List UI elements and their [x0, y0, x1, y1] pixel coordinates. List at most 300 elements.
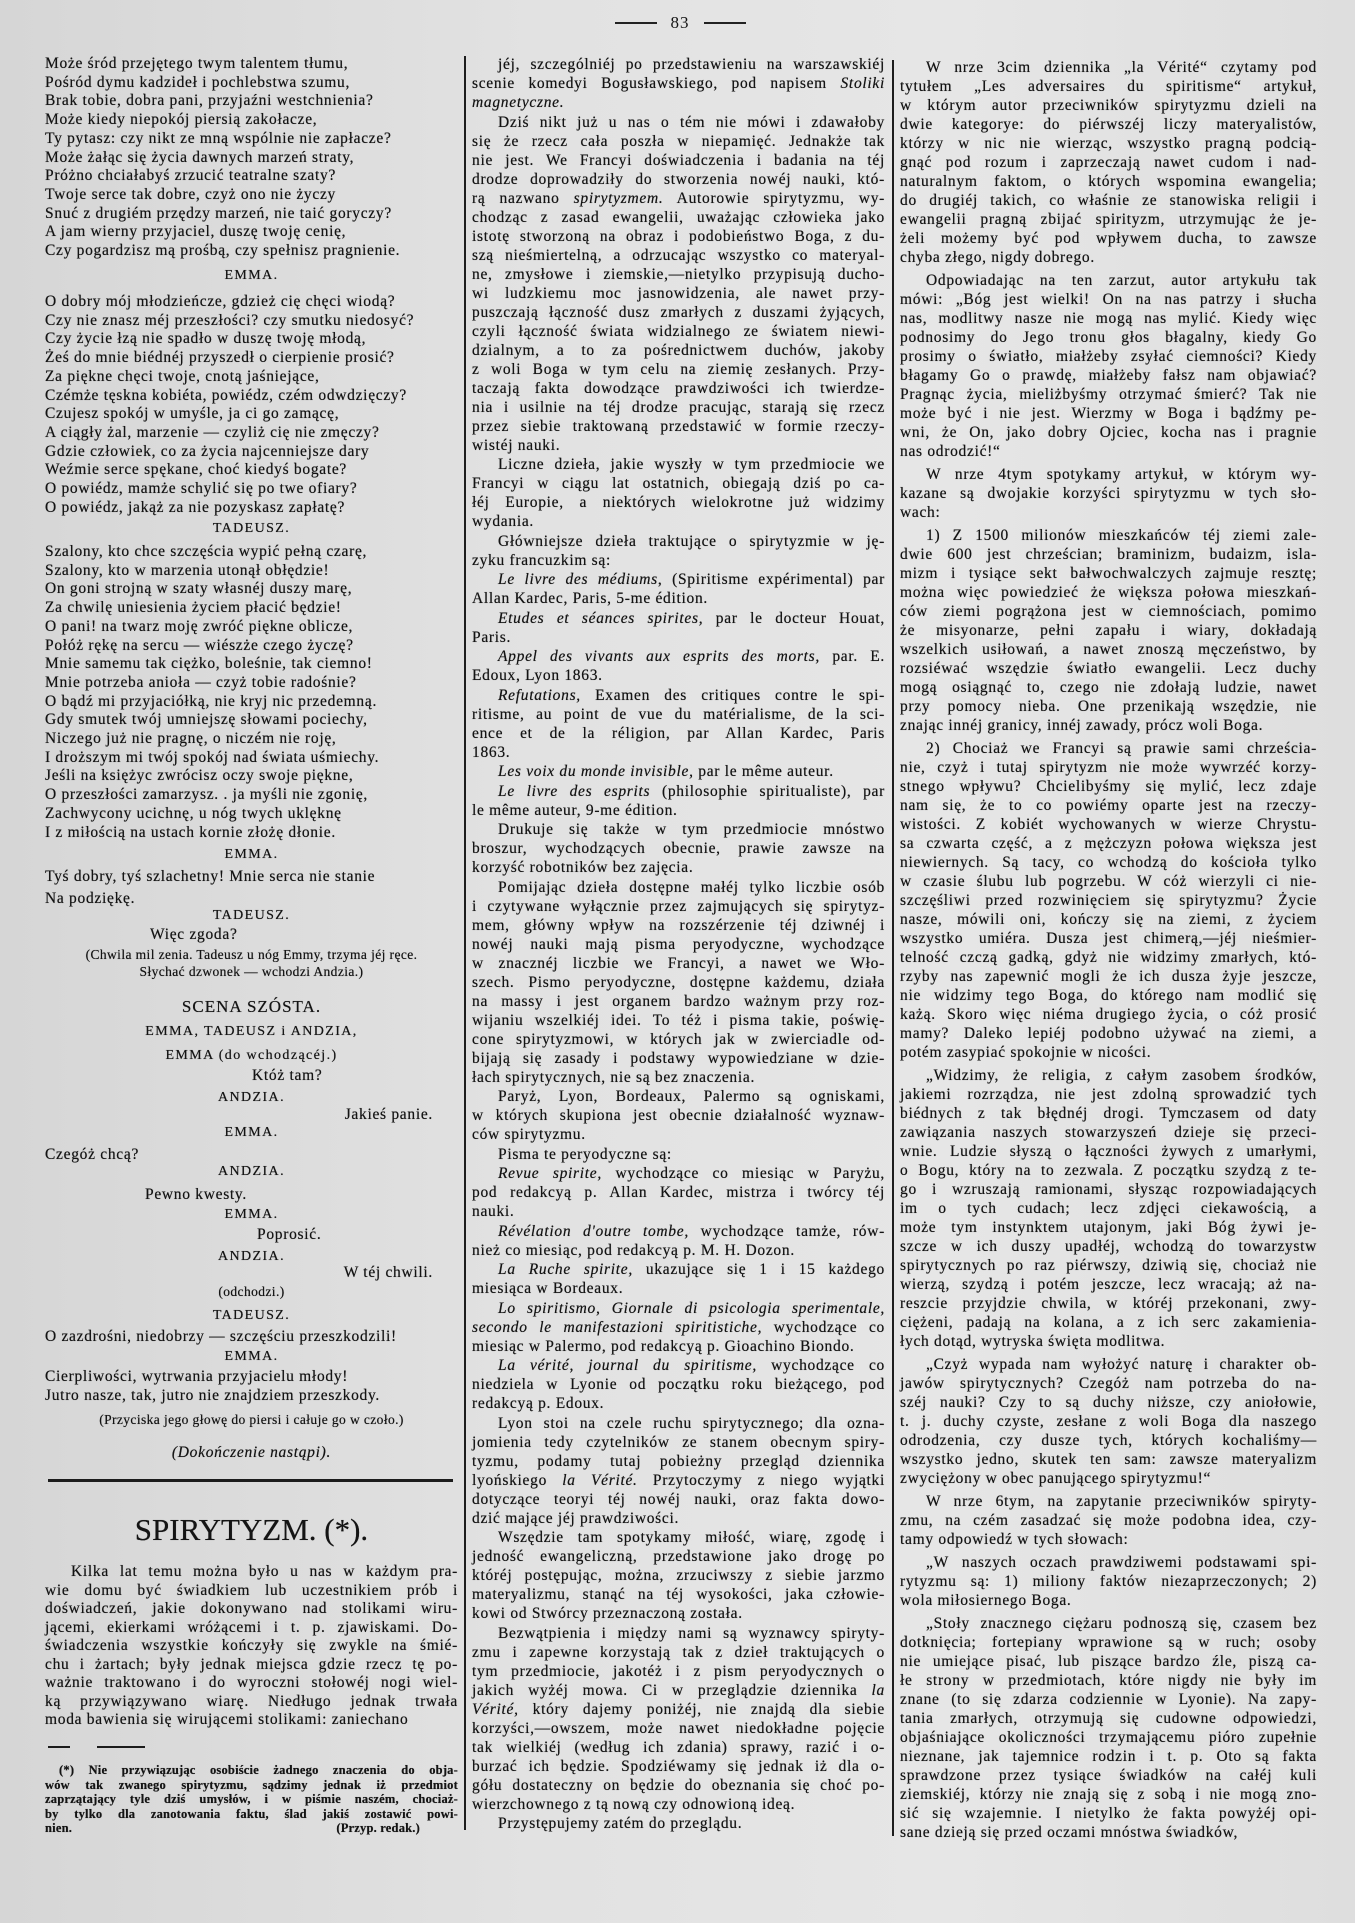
text-run: par. E.: [820, 648, 885, 665]
text-line: mem, główny wpływ na rozszérzenie téj dziwnéj i: [472, 916, 885, 934]
text-line: Snuć z drugiém przędzy marzeń, nie taić goryczy?: [45, 204, 392, 222]
text-line: [472, 570, 885, 589]
text-line: drodze doprowadziły do stworzenia nowéj nauki, któ-: [472, 170, 885, 188]
text-line: Żeś do mnie biédnéj przyszedł o cierpienie prosić?: [45, 349, 395, 367]
text-line: (*) Nie przywiązując osobiście żadnego znaczenia do obja-: [59, 1763, 458, 1777]
text-line: Twoje serce tak dobre, czyż ono nie życzy: [45, 185, 336, 203]
text-line: sić się wzajemnie. I nietylko że fakta powyżéj opi-: [900, 1805, 1317, 1822]
text-line: tytułem „Les adversaires du spiritisme“ artykuł,: [900, 78, 1317, 95]
stage-direction: (odchodzi.): [218, 1284, 285, 1299]
text-line: A jam wierny przyjaciel, duszę twoję cenię,: [45, 223, 347, 241]
text-line: o Bogu, który na to zezwala. Z początku szydzą z te-: [900, 1162, 1317, 1179]
text-line: nowéj nauki mają pisma peryodyczne, wychodzące: [472, 935, 885, 953]
text-line: zmu, na czém zasadzać się może podobna idea, czy-: [900, 1512, 1317, 1529]
text-line: O powiédz, mamże schylić się po twe ofiary?: [45, 480, 358, 498]
text-line: wierzą, szydzą i potém jeszcze, lecz wracają; aż na-: [900, 1276, 1317, 1293]
text-line: do drugiéj takich, co właśnie ze stanowiska religii i: [900, 192, 1317, 209]
text-line: nasze, mówili oni, kończy się na ziemi, z życiem: [900, 911, 1317, 928]
speaker-name: TADEUSZ.: [212, 908, 291, 923]
text-line: tak wielkiéj (według ich zdania) sprawy, razić i o-: [472, 1738, 885, 1756]
text-line: broszur, wychodzących obecnie, prawie zawsze na: [472, 840, 885, 857]
text-line: miesiąc w Palermo, pod redakcyą p. Gioachino Biondo.: [472, 1337, 855, 1355]
italic-title: spirytyzmem.: [573, 189, 664, 207]
text-line: nien.: [45, 1821, 73, 1835]
text-line: dotyczące teoryi téj nowéj nauki, oraz fakta dowo-: [472, 1490, 885, 1508]
text-line: rytyzmu są: 1) miliony faktów niezaprzeczonych; 2): [900, 1573, 1317, 1590]
text-line: Czy nie znasz méj przeszłości? czy smutku niedosyć?: [45, 311, 415, 329]
text-line: się że rzecz cała poszła w niepamięć. Jednakże tak: [472, 132, 885, 150]
text-line: Może żałąc się życia dawnych marzeń straty,: [45, 148, 355, 166]
speaker-name: ANDZIA.: [218, 1249, 285, 1264]
paragraph: [472, 1260, 885, 1298]
text-line: każą. Skoro więc niéma drugiego życia, o cóż prosić: [900, 1006, 1317, 1023]
paragraph: [472, 455, 885, 531]
text-line: telność czczą gadką, gdyż nie widzimy zmarłych, któ-: [900, 949, 1317, 966]
text-run: Przytoczymy z niego wyjątki: [637, 1471, 885, 1489]
text-line: W nrze 4tym spotykamy artykuł, w którym wy-: [926, 466, 1317, 483]
text-line: łe strony w przedmiotach, które nigdy nie były im: [900, 1672, 1317, 1689]
stage-direction: (Przyciska jego głowę do piersi i całuje go w czoło.): [99, 1412, 404, 1427]
italic-title: secondo le manifestazioni spiritistiche,: [472, 1318, 763, 1336]
text-line: nia i usilnie na téj drodze pracując, starają się rzecz: [472, 398, 885, 416]
text-line: Zachwycony ucichnę, u nóg twych uklęknę: [45, 804, 342, 822]
italic-title: Etudes et séances spirites,: [498, 609, 704, 627]
text-line: [472, 1164, 885, 1183]
text-line: nieznane, jak tajemnice rodzin i t. p. Oto są fakta: [900, 1748, 1317, 1765]
page-number: 83: [670, 13, 690, 32]
text-line: sprawdzone przez tysiące świadków na całéj kuli: [900, 1767, 1317, 1784]
text-line: go i wzruszają ramionami, słysząc rozpowiadających: [900, 1181, 1317, 1198]
text-line: Pomijając dzieła dostępne małéj tylko liczbie osób: [498, 878, 885, 896]
text-line: pod redakcyą p. Allan Kardec, mistrza i twórcy téj: [472, 1184, 885, 1201]
text-line: wni, że On, jako dobry Ojciec, kocha nas i pragnie: [900, 424, 1317, 441]
text-line: jomienia tedy czytelników ze stanem obecnym spiry-: [472, 1433, 885, 1451]
italic-title: Les voix du monde invisible,: [498, 763, 694, 780]
paragraph: [472, 570, 885, 608]
text-line: Za piękne chęci twoje, cnotą jaśniejące,: [45, 367, 320, 385]
text-line: [472, 1222, 885, 1241]
verse-line: W téj chwili.: [343, 1264, 433, 1281]
text-line: ciężeni, padają na kolana, a z ich serc zakamienia-: [900, 1314, 1317, 1331]
text-run: wychodzące co: [762, 1318, 885, 1336]
column-2: [472, 55, 885, 1833]
text-line: [472, 762, 885, 781]
text-run: rą nazwano: [472, 189, 574, 207]
text-line: Czémże tęskna kobiéta, powiédz, czém odwdzięczy?: [45, 386, 407, 404]
paragraph: [900, 739, 1317, 1062]
text-line: Za chwilę uniesienia życiem płacić będzie!: [45, 599, 342, 617]
section-rule: [48, 1479, 453, 1482]
text-line: Tyś dobry, tyś szlachetny! Mnie serca nie stanie: [45, 868, 376, 885]
italic-title: Refutations,: [498, 686, 581, 704]
text-run: par le même auteur.: [693, 763, 834, 780]
text-line: O powiédz, jakąż za nie pozyskasz zapłatę?: [45, 498, 346, 516]
text-line: sa czwarta część, a z mężczyzn połowa większa jest: [900, 835, 1317, 852]
text-line: podnosimy do Jego tronu głos błagalny, kiedy Go: [900, 329, 1317, 346]
scene-title: SCENA SZÓSTA.: [181, 997, 322, 1016]
text-line: 1) Z 1500 milionów mieszkańców téj ziemi zale-: [926, 527, 1317, 544]
text-line: na massy i jest organem bardzo ważnym przy roz-: [472, 992, 885, 1010]
text-line: Szalony, kto w marzenia utonął obłędzie!: [45, 561, 330, 579]
text-line: prosimy o światło, miałżeby zsyłać ciemności? Kiedy: [900, 348, 1317, 365]
text-line: i czytywane wyłącznie przez zajmujących się spirytyz-: [472, 897, 885, 915]
speaker-name: ANDZIA.: [218, 1164, 285, 1179]
text-line: O przeszłości zamarzysz. . ja myśli nie zgonię,: [45, 786, 368, 804]
text-line: niedziela w Lyonie od początku roku bieżącego, pod: [472, 1376, 885, 1393]
text-line: odrodzenia, czy dusze tych, których kochaliśmy—: [900, 1432, 1317, 1449]
verse-line: O zazdrośni, niedobrzy — szczęściu przeszkodzili!: [45, 1328, 397, 1345]
column-1: [45, 0, 458, 1923]
paragraph: [900, 1492, 1317, 1549]
text-line: nam się, że to co powiémy oparte jest na rzeczy-: [900, 797, 1317, 814]
text-line: Dziś nikt już u nas o tém nie mówi i zdawałoby: [498, 113, 885, 131]
text-line: [472, 189, 885, 208]
paragraph: [472, 1528, 885, 1623]
text-line: potém zasypiać spokojnie w nicości.: [900, 1044, 1152, 1061]
verse-line: Czegóż chcą?: [45, 1146, 140, 1163]
text-line: „Widzimy, że religia, z całym zasobem środków,: [926, 1067, 1317, 1084]
verse-line: Pewno kwesty.: [145, 1186, 247, 1203]
text-line: széj nauki? Czy to są duchy niższe, czy aniołowie,: [900, 1394, 1317, 1411]
text-line: sane dzieją się przed oczami mnóstwa świadków,: [900, 1824, 1239, 1841]
text-line: Słychać dzwonek — wchodzi Andzia.): [139, 964, 364, 979]
text-line: mówi: „Bóg jest wielki! On na nas patrzy i słucha: [900, 291, 1317, 308]
text-line: moda bawienia się wirującemi stolikami: zaniechano: [45, 1711, 409, 1728]
paragraph: [900, 1553, 1317, 1610]
text-line: kowi od Stwórcy przeznaczoną została.: [472, 1605, 743, 1622]
paragraph: [472, 1299, 885, 1356]
verse-block: [45, 1368, 458, 1405]
text-line: Paryż, Lyon, Bordeaux, Palermo są ogniskami,: [498, 1088, 885, 1105]
text-line: ców spirytyzmu.: [472, 1126, 586, 1143]
text-line: wie domu być świadkiem lub uczestnikiem prób i: [45, 1581, 458, 1599]
paragraph: [472, 1414, 885, 1528]
article-title: SPIRYTYZM. (*).: [134, 1512, 369, 1547]
text-line: W nrze 3cim dziennika „la Vérité“ czytamy pod: [926, 59, 1317, 76]
text-line: zmu i zapewne korzystają tak z dzieł traktujących o: [472, 1643, 885, 1661]
text-line: ców ziemi pogrążona jest w ciemnościach, pomimo: [900, 603, 1317, 620]
text-line: tyzmu, podamy tutaj pobieżny przegląd dziennika: [472, 1452, 885, 1470]
paragraph: [900, 526, 1317, 735]
italic-title: magnetyczne.: [472, 94, 565, 111]
text-run: , (Spiritisme expérimental) par: [657, 571, 885, 588]
text-line: Odpowiadając na ten zarzut, autor artykułu tak: [926, 272, 1317, 289]
text-line: błagamy Go o prawdę, miałżeby fałsz nam objawiać?: [900, 367, 1317, 384]
text-line: Allan Kardec, Paris, 5-me édition.: [472, 590, 709, 607]
header-rule-right: [704, 22, 746, 24]
paragraph: [472, 782, 885, 820]
text-line: wnie. Ludzie słyszą o łączności żywych z umarłymi,: [900, 1143, 1317, 1160]
text-line: czyli łączność świata widzialnego ze światem niewi-: [472, 322, 885, 340]
text-line: zwyciężony w obec panującego spirytyzmu!“: [900, 1470, 1212, 1487]
footnote-rule: [48, 1746, 70, 1748]
text-line: Gdy smutek twój umniejszę słowami pociechy,: [45, 711, 368, 729]
text-line: redakcyą p. Edoux.: [472, 1395, 605, 1412]
speaker-name: EMMA (do wchodzącéj.): [165, 1048, 338, 1063]
text-run: ukazujące się 1 i 15 każdego: [632, 1261, 885, 1278]
text-line: 1863.: [472, 743, 511, 761]
verse-line: Poprosić.: [257, 1226, 322, 1243]
text-line: miesiąca w Bordeaux.: [472, 1280, 624, 1297]
text-line: doświadczeń, jakie dokonywano nad stolikami wiru-: [45, 1600, 458, 1617]
speaker-name: EMMA.: [224, 1349, 279, 1364]
text-line: wszystko umiéra. Dusza jest chimerą,—jéj nieśmier-: [900, 930, 1317, 947]
text-line: Szalony, kto chce szczęścia wypić pełną czarę,: [45, 543, 368, 560]
text-line: że misyonarze, pełni zapału i wiary, dokładają: [900, 622, 1317, 639]
text-line: ence et de la réligion, par Allan Kardec, Paris: [472, 724, 885, 742]
text-line: znane (to się zdarza codziennie w Lyonie). Na zapy-: [900, 1691, 1317, 1708]
paragraph: [472, 1814, 885, 1833]
column-divider-1: [464, 56, 466, 1830]
text-line: „Czyż wypada nam wyłożyć naturę i charakter ob-: [926, 1356, 1317, 1373]
text-line: Główniejsze dzieła traktujące o spirytyzmie w ję-: [498, 532, 885, 550]
text-line: Edoux, Lyon 1863.: [472, 667, 603, 684]
paragraph: [472, 609, 885, 647]
text-run: wychodzące tamże, rów-: [688, 1222, 885, 1240]
text-line: stnego wpływu? Chcielibyśmy się mylić, lecz zdaje: [900, 778, 1317, 795]
text-line: tania zmarłych, otrzymują się cudowne odpowiedzi,: [900, 1710, 1317, 1727]
text-line: reszcie przyjdzie chwila, w któréj przekonani, zwy-: [900, 1295, 1317, 1312]
paragraph: [472, 113, 885, 455]
text-line: Wszędzie tam spotykamy miłość, wiarę, zgodę i: [498, 1529, 885, 1546]
text-line: biédnych z tak błędnéj drogi. Tymczasem od daty: [900, 1105, 1317, 1122]
text-line: O dobry mój młodzieńcze, gdzież cię chęci wiodą?: [45, 293, 396, 310]
text-line: wistości. Z kobiét wychowanych w wierze Chrystu-: [900, 816, 1317, 833]
text-line: szczęśliwi przed rozwinięciem się spirytyzmu? Życie: [900, 892, 1317, 909]
italic-title: Le livre des médiums: [498, 571, 658, 588]
text-line: nie widzimy tego Boga, do którego nam modlić się: [900, 987, 1317, 1004]
text-run: (philosophie spiritualiste), par: [650, 782, 885, 800]
paragraph: [900, 1066, 1317, 1351]
text-line: z woli Boga w tym celu na ziemię zesłanych. Przy-: [472, 360, 885, 378]
text-line: wistéj nauki.: [472, 436, 561, 454]
text-line: niewiernych. Są tacy, co wchodzą do kościoła tylko: [900, 854, 1317, 871]
paragraph: [472, 1145, 885, 1164]
text-line: chodząc z zasad ewangelii, uważając człowieka jako: [472, 208, 885, 226]
text-line: Mnie samemu tak ciężko, boleśnie, tak ciemno!: [45, 655, 373, 673]
text-line: jakiemi rozrządza, nie jest zdolną sprowadzić tych: [900, 1086, 1317, 1103]
italic-title: la: [871, 1681, 885, 1699]
text-run: Autorowie spirytyzmu, wy-: [663, 189, 886, 207]
text-line: dzialnym, a to za pośrednictwem duchów, jakoby: [472, 341, 885, 359]
text-line: jedność ewangeliczną, przedstawione jako drogę po: [472, 1548, 885, 1565]
text-line: łéj Europie, a niektórych wielokrotne już widzimy: [472, 494, 885, 511]
text-line: Ty pytasz: czy nikt ze mną wspólnie nie zapłacze?: [45, 129, 392, 147]
text-line: korzyść robotników bez zajęcia.: [472, 859, 694, 876]
text-line: Jutro nasze, tak, jutro nie znajdziem przeszkody.: [45, 1386, 381, 1404]
italic-title: Appel des vivants aux esprits des morts,: [498, 648, 820, 665]
verse-line: Jakieś panie.: [344, 1106, 433, 1123]
text-line: objaśniające okoliczności trzymającemu pióro zupełnie: [900, 1729, 1317, 1746]
text-line: w których skupiona jest obecnie działalność wyznaw-: [472, 1107, 885, 1124]
text-line: Przystępujemy zatém do przeglądu.: [498, 1815, 743, 1832]
text-line: tym przedmiocie, jakotéż i z pism peryodycznych o: [472, 1662, 885, 1680]
text-line: dwie 600 jest chrześcian; braminizm, budaizm, isla-: [900, 546, 1317, 563]
text-line: przez siebie traktowaną przedstawić w formie rzeczy-: [472, 417, 885, 435]
text-line: [472, 1260, 885, 1279]
text-line: „Stoły znacznego ciężaru podnoszą się, czasem bez: [926, 1615, 1317, 1632]
text-line: ritisme, au point de vue du matérialisme, de la sci-: [472, 705, 885, 723]
italic-title: La Ruche spirite,: [498, 1261, 633, 1278]
footnote-signature: (Przyp. redak.): [336, 1821, 420, 1835]
text-line: A ciągły żal, marzenie — czyliż cię nie zmęczy?: [45, 423, 380, 441]
scene-cast: EMMA, TADEUSZ i ANDZIA,: [145, 1024, 358, 1039]
text-line: Gdzie człowiek, co za życia najcenniejsze dary: [45, 442, 370, 460]
text-line: by tylko dla zanotowania faktu, ślad jakiś zostawić powi-: [45, 1806, 458, 1821]
italic-title: Lo spiritismo, Giornale di psicologia sperimentale,: [498, 1299, 885, 1317]
text-line: wi ludzkiemu moc jasnowidzenia, ale nawet przy-: [472, 284, 885, 302]
text-line: gółu dostateczny on będzie do obeznania się choć po-: [472, 1776, 885, 1794]
text-line: wola miłosiernego Boga.: [900, 1592, 1072, 1609]
text-line: ką przywiązywano wiarę. Niedługo jednak trwała: [45, 1692, 458, 1710]
italic-title: Le livre des esprits: [498, 782, 651, 800]
text-line: O bądź mi przyjaciółką, nie kryj nic przedemną.: [45, 692, 378, 710]
text-line: dwie kategorye: do piérwszéj liczy materyalistów,: [900, 116, 1317, 133]
text-line: On goni strojną w szaty własnéj duszy marę,: [45, 580, 353, 598]
text-run: lyońskiego: [472, 1471, 563, 1489]
text-line: Mnie potrzeba anioła — czyż tobie radośnie?: [45, 673, 357, 691]
text-line: Pisma te peryodyczne są:: [498, 1145, 672, 1163]
text-line: [472, 1681, 885, 1700]
text-line: chu i żartach; były jednak miejsca gdzie rzecz tę po-: [45, 1655, 458, 1673]
text-line: któréj postępując, można, zrzuciwszy z siebie jarzmo: [472, 1567, 885, 1584]
text-line: bijają się zasady i podstawy wypowiedziane w dzie-: [472, 1049, 885, 1067]
text-line: puszczają łączność dusz zmarłych z duszami żyjących,: [472, 303, 885, 321]
text-line: Próżno chciałabyś zrzucić teatralne szaty?: [45, 167, 337, 185]
text-line: Czujesz spokój w umyśle, ja ci go zamącę,: [45, 405, 340, 423]
verse-block: [45, 866, 458, 910]
footnote-rule: [97, 1746, 145, 1748]
text-line: w którym autor przeciwników spirytyzmu dzieli na: [900, 97, 1317, 114]
paragraph: [472, 686, 885, 762]
text-line: im o tych cudach; lecz zdjęci ciekawością, a: [900, 1200, 1317, 1217]
text-line: nie, czyż i tutaj spirytyzm nie może wywrzéć korzy-: [900, 759, 1317, 776]
text-line: ewangelii pragną zbijać spirityzm, utrzymując że je-: [900, 211, 1317, 228]
text-line: naturalnym faktom, o których wspomina ewangelia;: [900, 173, 1317, 190]
text-line: Niczego już nie pragnę, o niczém nie roję,: [45, 730, 337, 748]
text-line: łach spirytycznych, nie są bez znaczenia.: [472, 1068, 756, 1086]
italic-title: Vérité,: [472, 1700, 519, 1718]
text-line: [472, 782, 885, 801]
text-line: znając innéj granicy, innéj zawady, prócz woli Boga.: [900, 717, 1264, 734]
text-line: [472, 647, 885, 666]
text-line: Drukuje się także w tym przedmiocie mnóstwo: [498, 821, 885, 838]
text-line: 2) Chociaż we Francyi są prawie sami chrześcia-: [926, 740, 1317, 757]
text-line: [472, 74, 885, 93]
text-line: O pani! na twarz moję zwróć piękne oblicze,: [45, 617, 354, 635]
text-line: wszelkich usiłowań, a nawet znoszą męczeństwo, by: [900, 641, 1317, 658]
paragraph: [472, 878, 885, 1087]
text-line: [472, 1471, 885, 1490]
verse-block: [45, 55, 458, 261]
header-rule-left: [615, 22, 657, 24]
text-line: świadczenia wszystkie kończyły się zwykle na śmié-: [45, 1637, 458, 1654]
text-line: (Chwila mil zenia. Tadeusz u nóg Emmy, trzyma jéj ręce.: [85, 947, 418, 962]
paragraph: [900, 1355, 1317, 1488]
paragraph: [900, 271, 1317, 461]
text-line: Weźmie serce spękane, choć kiedyś bogate?: [45, 461, 348, 479]
text-line: wydania.: [472, 513, 534, 530]
paragraph: [472, 762, 885, 781]
text-line: jącemi, ekierkami wróżącemi i t. p. zjawiskami. Do-: [45, 1618, 458, 1636]
text-line: [472, 1318, 885, 1337]
text-line: korzyści,—owszem, może nawet niedokładne pojęcie: [472, 1719, 885, 1737]
text-line: cone spirytyzmowi, w których jak w zwierciadle od-: [472, 1030, 885, 1048]
text-line: burzać ich będzie. Spodziéwamy się jednak iż dla o-: [472, 1757, 885, 1775]
speaker-name: ANDZIA.: [218, 1090, 285, 1105]
text-line: wów tak zwanego spirytyzmu, sądzimy jednak iż przedmiot: [45, 1777, 458, 1792]
italic-title: Stoliki: [840, 75, 885, 92]
text-line: Czy życie łzą nie spadło w duszę twoję młodą,: [45, 330, 367, 348]
text-line: mizm i tysiące sekt bałwochwalczych zajmuje resztę;: [900, 565, 1317, 582]
text-line: wijaniu wszelkiéj idei. To téż i pisma takie, poświę-: [472, 1011, 885, 1029]
text-run: który dajemy poniżéj, nie znajdą dla siebie: [518, 1700, 885, 1718]
text-line: dzić mające jéj prawdziwości.: [472, 1509, 680, 1527]
text-line: zawiązania naszych stowarzyszeń dzieje się przeci-: [900, 1124, 1317, 1141]
verse-block: [45, 543, 458, 842]
text-line: [472, 1356, 885, 1375]
text-line: taczają fakta dowodzące prawdziwości ich twierdze-: [472, 379, 885, 397]
text-line: Bezwątpienia i między nami są wyznawcy spiryty-: [498, 1624, 885, 1642]
article-intro: [45, 1563, 458, 1730]
text-run: scenie komedyi Bogusławskiego, pod napisem: [472, 75, 841, 92]
text-line: wach:: [900, 504, 941, 521]
italic-title: Révélation d'outre tombe,: [498, 1222, 689, 1240]
text-line: I droższym mi twój spokój nad świata uśmiechy.: [45, 748, 380, 766]
text-line: Francyi w ciągu lat ostatnich, obiegają dziś po ca-: [472, 475, 885, 492]
text-line: [472, 686, 885, 705]
text-line: Brak tobie, dobra pani, przyjaźni westchnienia?: [45, 92, 374, 110]
text-line: kazane są dwojakie korzyści spirytyzmu w tych sło-: [900, 485, 1317, 502]
text-line: przy pomocy nieba. One przenikają wszędzie, nie: [900, 698, 1317, 715]
speaker-name: EMMA.: [224, 847, 279, 862]
column-3: [900, 58, 1317, 1842]
text-line: [472, 609, 885, 628]
text-line: W nrze 6tym, na zapytanie przeciwników spiryty-: [926, 1493, 1317, 1510]
text-line: nie umiejące pisać, lub piszące bardzo źle, piszą ca-: [900, 1653, 1317, 1670]
text-line: tamy odpowiedź w tych słowach:: [900, 1531, 1129, 1548]
text-line: wierzchownego z tą nową czy odnowioną ideą.: [472, 1795, 796, 1813]
text-line: może tym instynktem utajonym, jaki Bóg żywi je-: [900, 1219, 1317, 1236]
paragraph: [472, 55, 885, 112]
text-line: nie jest. We Francyi doświadczenia i badania na téj: [472, 151, 885, 169]
verse-line: Więc zgoda?: [150, 926, 238, 943]
text-line: [472, 1700, 885, 1719]
text-line: zyku francuzkim są:: [472, 551, 611, 569]
stage-direction: [45, 946, 458, 980]
text-run: par le docteur Houat,: [703, 609, 886, 627]
text-line: Na podziękę.: [45, 890, 136, 907]
text-line: Cierpliwości, wytrwania przyjacielu młody!: [45, 1368, 349, 1385]
text-line: Pragnąc życia, mieliżbyśmy otrzymać śmierć? Tak nie: [900, 386, 1317, 403]
text-line: nas odrodzić!“: [900, 443, 1001, 460]
text-line: spirytycznych po raz piérwszy, dziwią się, chociaż nie: [900, 1257, 1317, 1274]
paragraph: [472, 647, 885, 685]
page-header: [600, 10, 760, 36]
paragraph: [472, 1356, 885, 1413]
speaker-name: EMMA.: [224, 268, 279, 283]
text-line: nież co miesiąc, pod redakcyą p. M. H. Dozon.: [472, 1241, 795, 1259]
italic-title: la Vérité.: [562, 1471, 638, 1489]
paragraph: [472, 1222, 885, 1260]
text-line: Liczne dzieła, jakie wyszły w tym przedmiocie we: [498, 456, 885, 473]
text-run: Examen des critiques contre le spi-: [580, 686, 885, 704]
text-line: Połóż rękę na sercu — wiészże czego życzę?: [45, 636, 354, 654]
text-line: Paris.: [472, 628, 512, 646]
paragraph: [900, 58, 1317, 267]
italic-title: Revue spirite,: [498, 1165, 602, 1182]
text-line: mogą osiągnąć to, czego nie zdołają ludzie, nawet: [900, 679, 1317, 696]
